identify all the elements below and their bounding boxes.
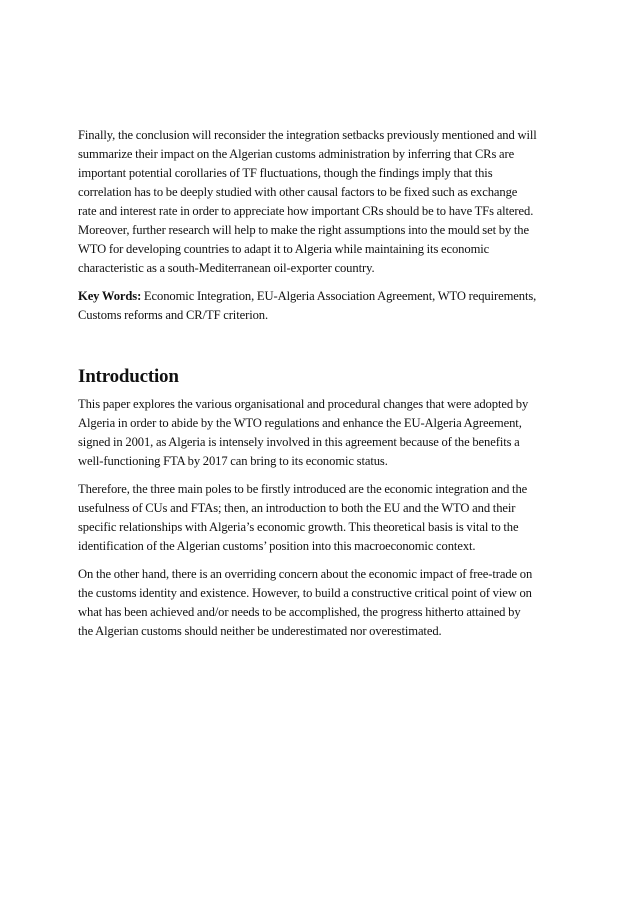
intro-paragraph-3 (78, 565, 566, 641)
text-line: usefulness of CUs and FTAs; then, an introduction to both the EU and the WTO and their (78, 501, 516, 515)
text-line: the Algerian customs should neither be underestimated nor overestimated. (78, 624, 442, 638)
text-line: correlation has to be deeply studied with other causal factors to be fixed such as exchange (78, 185, 518, 199)
text-column (78, 126, 566, 641)
text-line: what has been achieved and/or needs to be accomplished, the progress hitherto attained by (78, 605, 521, 619)
text-line: important potential corollaries of TF fluctuations, though the findings imply that this (78, 166, 493, 180)
text-line: the customs identity and existence. However, to build a constructive critical point of view on (78, 586, 532, 600)
conclusion-paragraph (78, 126, 566, 278)
text-line: Moreover, further research will help to make the right assumptions into the mould set by the (78, 223, 529, 237)
text-line: identification of the Algerian customs’ position into this macroeconomic context. (78, 539, 476, 553)
text-line: summarize their impact on the Algerian customs administration by inferring that CRs are (78, 147, 515, 161)
text-line: specific relationships with Algeria’s economic growth. This theoretical basis is vital to the (78, 520, 519, 534)
section-heading: Introduction (78, 366, 179, 387)
text-line: Finally, the conclusion will reconsider the integration setbacks previously mentioned and will (78, 128, 537, 142)
intro-paragraph-1 (78, 395, 566, 471)
text-line: Algeria in order to abide by the WTO regulations and enhance the EU-Algeria Agreement, (78, 416, 522, 430)
text-line (78, 287, 566, 306)
text-line: WTO for developing countries to adapt it to Algeria while maintaining its economic (78, 242, 490, 256)
text-line: well-functioning FTA by 2017 can bring to its economic status. (78, 454, 388, 468)
text-line: On the other hand, there is an overriding concern about the economic impact of free-trade on (78, 567, 533, 581)
text-line: characteristic as a south-Mediterranean oil-exporter country. (78, 261, 375, 275)
keywords-list: Economic Integration, EU-Algeria Association Agreement, WTO requirements, (141, 289, 537, 303)
keywords-label: Key Words: (78, 289, 142, 303)
text-line: Customs reforms and CR/TF criterion. (78, 308, 269, 322)
intro-paragraph-2 (78, 480, 566, 556)
text-line: signed in 2001, as Algeria is intensely involved in this agreement because of the benefits a (78, 435, 520, 449)
keywords-paragraph (78, 287, 566, 325)
text-line: This paper explores the various organisational and procedural changes that were adopted by (78, 397, 529, 411)
text-line: Therefore, the three main poles to be firstly introduced are the economic integration and the (78, 482, 528, 496)
text-line: rate and interest rate in order to appreciate how important CRs should be to have TFs altered. (78, 204, 534, 218)
